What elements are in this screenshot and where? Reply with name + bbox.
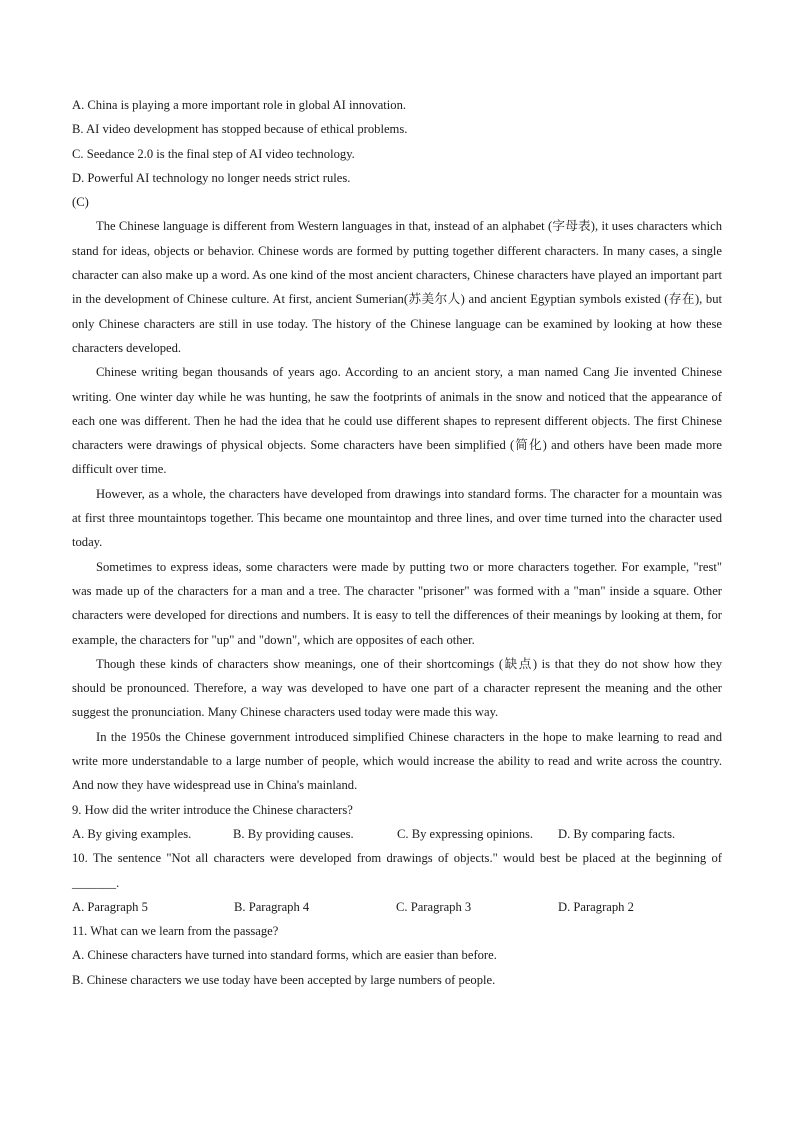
prev-option-b: B. AI video development has stopped because of ethical problems. xyxy=(72,122,408,137)
passage-paragraph-6: In the 1950s the Chinese government introduced simplified Chinese characters in the hope to make learning to read and write more understandable to a large number of people, which would increase the ability to read and write across the country. And now they have widespread use in China's mainland. xyxy=(72,729,722,793)
q10-option-b: B. Paragraph 4 xyxy=(234,899,310,914)
page-content xyxy=(72,93,722,992)
prev-option-c: C. Seedance 2.0 is the final step of AI video technology. xyxy=(72,146,355,161)
question-11: 11. What can we learn from the passage? xyxy=(72,924,279,939)
prev-option-d: D. Powerful AI technology no longer needs strict rules. xyxy=(72,170,351,185)
question-9: 9. How did the writer introduce the Chinese characters? xyxy=(72,802,353,817)
passage-paragraph-3: However, as a whole, the characters have developed from drawings into standard forms. The character for a mountain was at first three mountaintops together. This became one mountaintop and three lines, and over time turned into the character used today. xyxy=(72,486,722,550)
passage-paragraph-1: The Chinese language is different from Western languages in that, instead of an alphabet (字母表), it uses characters which stand for ideas, objects or behavior. Chinese words are formed by putting together different characters. In many cases, a single character can also make up a word. As one kind of the most ancient characters, Chinese characters have played an important part in the development of Chinese culture. At first, ancient Sumerian(苏美尔人) and ancient Egyptian symbols existed (存在), but only Chinese characters are still in use today. The history of the Chinese language can be examined by looking at how these characters developed. xyxy=(72,219,722,355)
q11-option-a: A. Chinese characters have turned into standard forms, which are easier than before. xyxy=(72,948,497,963)
section-label: (C) xyxy=(72,195,89,210)
question-10: 10. The sentence "Not all characters were developed from drawings of objects." would best be placed at the beginning of _______. xyxy=(72,851,722,890)
q9-option-c: C. By expressing opinions. xyxy=(397,826,534,841)
q11-option-b: B. Chinese characters we use today have been accepted by large numbers of people. xyxy=(72,972,496,987)
question-9-options xyxy=(72,822,722,846)
q9-option-d: D. By comparing facts. xyxy=(558,826,676,841)
passage-paragraph-2: Chinese writing began thousands of years ago. According to an ancient story, a man named Cang Jie invented Chinese writing. One winter day while he was hunting, he saw the footprints of animals in the snow and noticed that the appearance of each one was different. Then he had the idea that he could use different shapes to represent different objects. The first Chinese characters were drawings of physical objects. Some characters have been simplified (简化) and others have been made more difficult over time. xyxy=(72,365,722,477)
q9-option-b: B. By providing causes. xyxy=(233,826,354,841)
passage-paragraph-5: Though these kinds of characters show meanings, one of their shortcomings (缺点) is that they do not show how they should be pronounced. Therefore, a way was developed to have one part of a character represent the meaning and the other suggest the pronunciation. Many Chinese characters used today were made this way. xyxy=(72,656,722,720)
q10-option-a: A. Paragraph 5 xyxy=(72,899,148,914)
q9-option-a: A. By giving examples. xyxy=(72,826,192,841)
question-10-options xyxy=(72,895,722,919)
q10-option-c: C. Paragraph 3 xyxy=(396,899,472,914)
q10-option-d: D. Paragraph 2 xyxy=(558,899,634,914)
prev-option-a: A. China is playing a more important role in global AI innovation. xyxy=(72,98,407,112)
passage-paragraph-4: Sometimes to express ideas, some characters were made by putting two or more characters together. For example, "rest" was made up of the characters for a man and a tree. The character "prisoner" was formed with a "man" inside a square. Other characters were developed for directions and numbers. It is easy to tell the differences of their meanings by looking at them, for example, the characters for "up" and "down", which are opposites of each other. xyxy=(72,559,722,647)
